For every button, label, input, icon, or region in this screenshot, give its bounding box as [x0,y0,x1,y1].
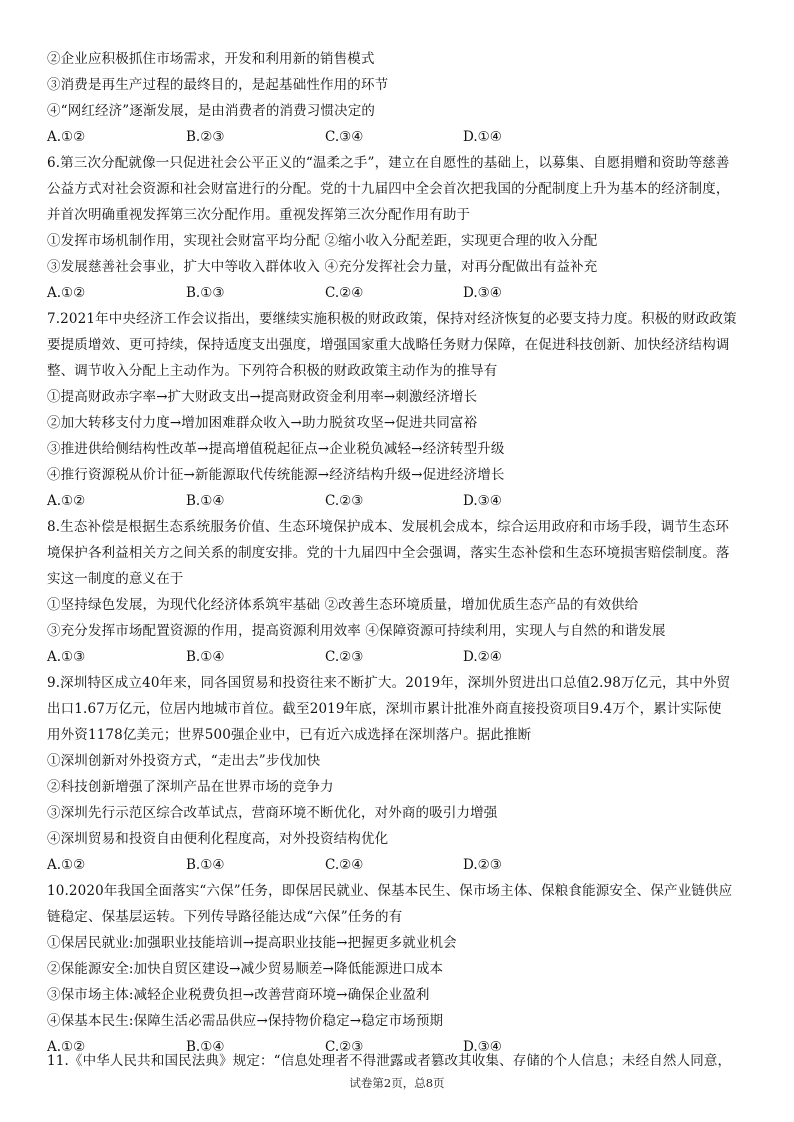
q8-option-c: C.②③ [325,649,364,665]
q8-stem-line-3: 实这一制度的意义在于 [47,571,184,587]
q9-option-d: D.②③ [463,857,502,873]
q7-stem-line-2: 要提质增效、更可持续，保持适度支出强度，增强国家重大战略任务财力保障，在促进科技创新、加快经济结构调 [47,337,730,353]
q5-option-b: B.②③ [186,129,225,145]
q9-item-4: ④深圳贸易和投资自由便利化程度高，对外投资结构优化 [47,831,389,847]
page-footer: 试卷第2页，总8页 [349,1076,445,1090]
q8-stem-line-2: 境保护各利益相关方之间关系的制度安排。党的十九届四中全会强调，落实生态补偿和生态环境损害赔偿制度。落 [47,545,730,561]
q9-option-b: B.①④ [186,857,225,873]
q10-item-4: ④保基本民生:保障生活必需品供应→保持物价稳定→稳定市场预期 [47,1013,444,1029]
q6-option-a: A.①② [47,285,86,301]
q5-option-d: D.①④ [463,129,502,145]
q6-option-c: C.②④ [325,285,364,301]
q10-stem-line-1: 10.2020年我国全面落实“六保”任务，即保居民就业、保基本民生、保市场主体、保粮食能源安全、保产业链供应 [47,883,733,899]
q5-item-4: ④“网红经济”逐渐发展，是由消费者的消费习惯决定的 [47,103,376,119]
q6-stem-line-1: 6.第三次分配就像一只促进社会公平正义的“温柔之手”，建立在自愿性的基础上，以募集、自愿捐赠和资助等慈善 [47,155,730,171]
q7-option-d: D.③④ [463,493,502,509]
q8-option-b: B.①④ [186,649,225,665]
q8-items-3-4: ③充分发挥市场配置资源的作用，提高资源利用效率 ④保障资源可持续利用，实现人与自然的和谐发展 [47,623,666,639]
q6-stem-line-3: 并首次明确重视发挥第三次分配作用。重视发挥第三次分配作用有助于 [47,207,471,223]
q10-option-d: D.③④ [463,1039,502,1055]
q8-stem-line-1: 8.生态补偿是根据生态系统服务价值、生态环境保护成本、发展机会成本，综合运用政府和市场手段，调节生态环 [47,519,730,535]
q9-option-c: C.②④ [325,857,364,873]
q5-option-c: C.③④ [325,129,364,145]
q10-item-1: ①保居民就业:加强职业技能培训→提高职业技能→把握更多就业机会 [47,935,457,951]
q8-items-1-2: ①坚持绿色发展，为现代化经济体系筑牢基础 ②改善生态环境质量，增加优质生态产品的有效供给 [47,597,639,613]
q6-items-3-4: ③发展慈善社会事业，扩大中等收入群体收入 ④充分发挥社会力量，对再分配做出有益补充 [47,259,598,275]
q9-item-3: ③深圳先行示范区综合改革试点，营商环境不断优化，对外商的吸引力增强 [47,805,498,821]
q9-item-2: ②科技创新增强了深圳产品在世界市场的竞争力 [47,779,334,795]
q10-item-2: ②保能源安全:加快自贸区建设→减少贸易顺差→降低能源进口成本 [47,961,444,977]
q7-item-3: ③推进供给侧结构性改革→提高增值税起征点→企业税负减轻→经济转型升级 [47,441,505,457]
q9-stem-line-1: 9.深圳特区成立40年来，同各国贸易和投资往来不断扩大。2019年，深圳外贸进出口总值2.98万亿元，其中外贸 [47,675,731,691]
q6-option-b: B.①③ [186,285,225,301]
q8-option-d: D.②④ [463,649,502,665]
q7-item-2: ②加大转移支付力度→增加困难群众收入→助力脱贫攻坚→促进共同富裕 [47,415,478,431]
q10-option-b: B.①④ [186,1039,225,1055]
q7-item-1: ①提高财政赤字率→扩大财政支出→提高财政资金利用率→刺激经济增长 [47,389,478,405]
q6-option-d: D.③④ [463,285,502,301]
q10-stem-line-2: 链稳定、保基层运转。下列传导路径能达成“六保”任务的有 [47,909,403,925]
q7-stem-line-1: 7.2021年中央经济工作会议指出，要继续实施积极的财政政策，保持对经济恢复的必要支持力度。积极的财政政策 [47,311,737,327]
q5-item-2: ②企业应积极抓住市场需求，开发和利用新的销售模式 [47,51,375,67]
q9-stem-line-3: 用外资1178亿美元；世界500强企业中，已有近六成选择在深圳落户。据此推断 [47,727,532,743]
q10-option-a: A.①② [47,1039,86,1055]
q5-item-3: ③消费是再生产过程的最终目的，是起基础性作用的环节 [47,77,389,93]
q7-stem-line-3: 整、调节收入分配上主动作为。下列符合积极的财政政策主动作为的推导有 [47,363,498,379]
q5-option-a: A.①② [47,129,86,145]
q8-option-a: A.①③ [47,649,86,665]
q10-item-3: ③保市场主体:减轻企业税费负担→改善营商环境→确保企业盈利 [47,987,430,1003]
q9-item-1: ①深圳创新对外投资方式，“走出去”步伐加快 [47,753,321,769]
q9-stem-line-2: 出口1.67万亿元，位居内地城市首位。截至2019年底，深圳市累计批准外商直接投资项目9.4万个，累计实际使 [47,701,722,717]
q6-items-1-2: ①发挥市场机制作用，实现社会财富平均分配 ②缩小收入分配差距，实现更合理的收入分配 [47,233,598,249]
q7-option-a: A.①② [47,493,86,509]
q7-option-c: C.②③ [325,493,364,509]
q9-option-a: A.①② [47,857,86,873]
q11-stem-line-1: 11.《中华人民共和国民法典》规定：“信息处理者不得泄露或者篡改其收集、存储的个人信息；未经自然人同意， [47,1053,732,1069]
q6-stem-line-2: 公益方式对社会资源和社会财富进行的分配。党的十九届四中全会首次把我国的分配制度上升为基本的经济制度， [47,181,730,197]
q10-option-c: C.②③ [325,1039,364,1055]
q7-option-b: B.①④ [186,493,225,509]
q7-item-4: ④推行资源税从价计征→新能源取代传统能源→经济结构升级→促进经济增长 [47,467,505,483]
